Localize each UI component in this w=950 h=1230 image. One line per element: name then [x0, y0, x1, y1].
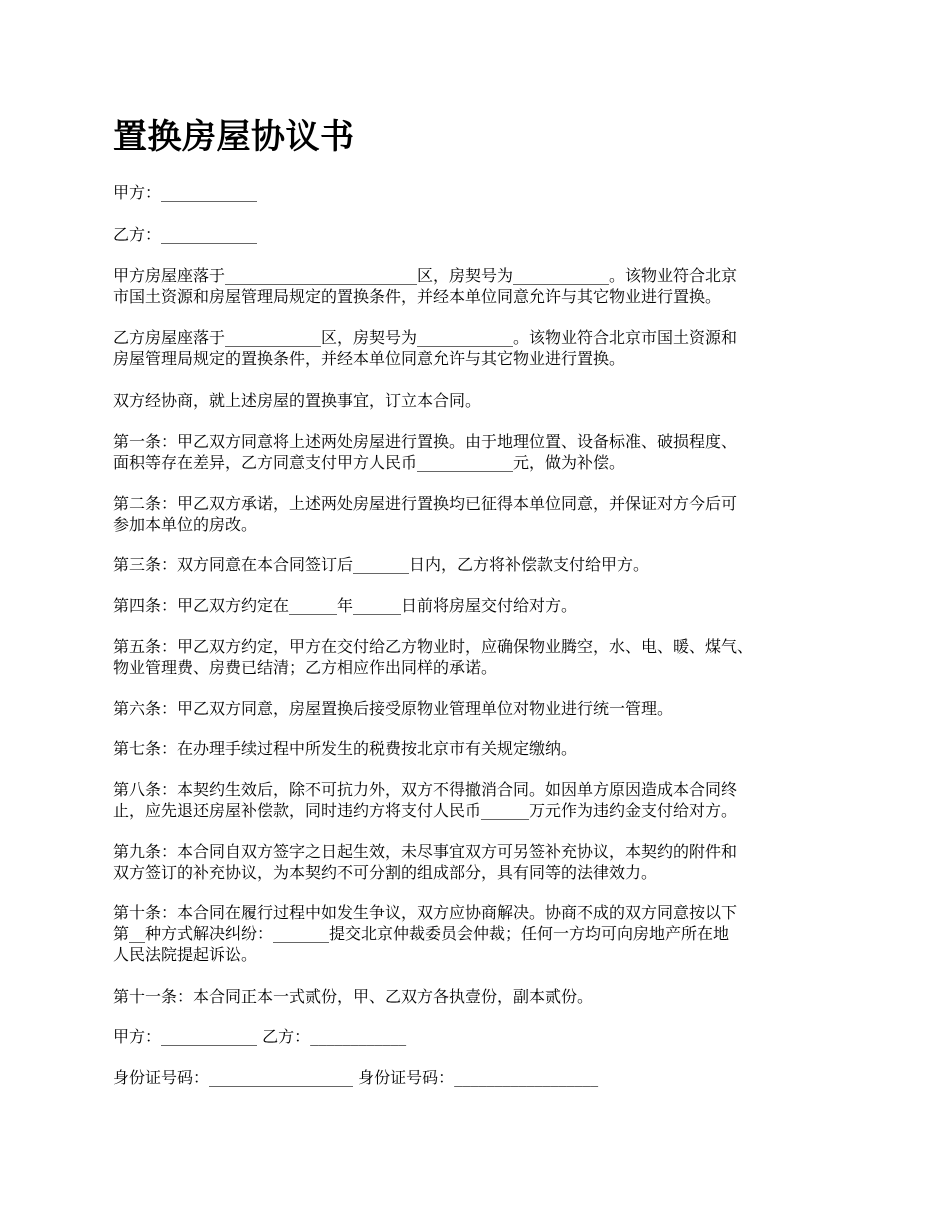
article-9: 第九条：本合同自双方签字之日起生效，未尽事宜双方可另签补充协议，本契约的附件和 双方签订的补充协议，为本契约不可分割的组成部分，具有同等的法律效力。 — [113, 842, 738, 882]
article-5: 第五条：甲乙双方约定，甲方在交付给乙方物业时，应确保物业腾空，水、电、暖、煤气、 物业管理费、房费已结清；乙方相应作出同样的承诺。 — [113, 637, 754, 677]
id-number-line: 身份证号码：__________________ 身份证号码：__________________ — [113, 1068, 599, 1087]
agreement-intro: 双方经协商，就上述房屋的置换事宜，订立本合同。 — [113, 391, 482, 410]
party-a-property-clause: 甲方房屋座落于________________________区，房契号为____________。该物业符合北京 市国土资源和房屋管理局规定的置换条件，并经本单位同意允许与其它物业进行置换。 — [113, 266, 738, 306]
article-6: 第六条：甲乙双方同意，房屋置换后接受原物业管理单位对物业进行统一管理。 — [113, 699, 674, 718]
signature-line: 甲方：____________ 乙方：____________ — [113, 1027, 407, 1046]
article-2: 第二条：甲乙双方承诺，上述两处房屋进行置换均已征得本单位同意，并保证对方今后可 参加本单位的房改。 — [113, 494, 738, 534]
article-11: 第十一条：本合同正本一式贰份，甲、乙双方各执壹份，副本贰份。 — [113, 987, 594, 1006]
article-10: 第十条：本合同在履行过程中如发生争议，双方应协商解决。协商不成的双方同意按以下 第__种方式解决纠纷：_______提交北京仲裁委员会仲裁；任何一方均可向房地产所在地 人民法院提起诉讼。 — [113, 903, 738, 964]
document-title: 置换房屋协议书 — [113, 117, 355, 157]
party-b-line: 乙方：____________ — [113, 225, 258, 244]
article-8: 第八条：本契约生效后，除不可抗力外，双方不得撤消合同。如因单方原因造成本合同终 止，应先退还房屋补偿款，同时违约方将支付人民币______万元作为违约金支付给对方。 — [113, 780, 738, 820]
article-3: 第三条：双方同意在本合同签订后_______日内，乙方将补偿款支付给甲方。 — [113, 555, 650, 574]
party-b-property-clause: 乙方房屋座落于____________区，房契号为____________。该物业符合北京市国土资源和 房屋管理局规定的置换条件，并经本单位同意允许与其它物业进行置换。 — [113, 328, 738, 368]
article-7: 第七条：在办理手续过程中所发生的税费按北京市有关规定缴纳。 — [113, 739, 578, 758]
article-4: 第四条：甲乙双方约定在______年______日前将房屋交付给对方。 — [113, 596, 578, 615]
party-a-line: 甲方：____________ — [113, 183, 258, 202]
article-1: 第一条：甲乙双方同意将上述两处房屋进行置换。由于地理位置、设备标准、破损程度、 面积等存在差异，乙方同意支付甲方人民币____________元，做为补偿。 — [113, 432, 738, 472]
